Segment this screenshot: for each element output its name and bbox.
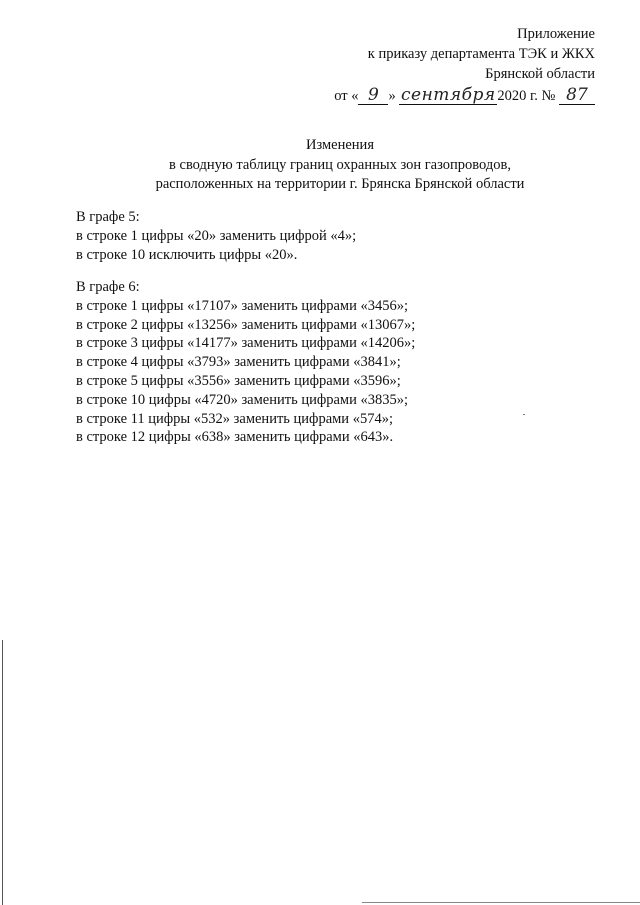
section-heading: В графе 6: [76, 279, 140, 295]
handwritten-month: сентября [401, 85, 496, 105]
change-item: в строке 1 цифры «17107» заменить цифрами «3456»; [76, 297, 409, 314]
handwritten-day: 9 [358, 86, 388, 105]
scan-speck [523, 414, 525, 415]
appendix-order-ref: к приказу департамента ТЭК и ЖКХ [367, 46, 595, 62]
title-line-1: Изменения [306, 137, 374, 153]
section-heading: В графе 5: [76, 209, 140, 225]
order-year: 2020 г. № [497, 88, 556, 104]
scan-bottom-edge [362, 902, 640, 903]
handwritten-order-number: 87 [559, 86, 595, 105]
change-item: в строке 12 цифры «638» заменить цифрами «643». [76, 429, 394, 446]
title-line-3: расположенных на территории г. Брянска Брянской области [155, 176, 525, 192]
order-prefix: от « [334, 88, 359, 104]
order-quote-close: » [388, 88, 396, 104]
change-item: в строке 10 исключить цифры «20». [76, 246, 298, 263]
appendix-header [368, 24, 595, 84]
title-line-2: в сводную таблицу границ охранных зон газопроводов, [169, 156, 511, 173]
appendix-label: Приложение [517, 26, 595, 42]
document-title [0, 136, 640, 195]
change-item: в строке 5 цифры «3556» заменить цифрами «3596»; [76, 372, 401, 389]
change-item: в строке 11 цифры «532» заменить цифрами «574»; [76, 410, 393, 427]
change-item: в строке 2 цифры «13256» заменить цифрами «13067»; [76, 316, 416, 333]
section-column-5 [76, 208, 356, 264]
order-date-line [334, 86, 595, 106]
change-item: в строке 3 цифры «14177» заменить цифрами «14206»; [76, 335, 416, 352]
change-item: в строке 1 цифры «20» заменить цифрой «4»; [76, 227, 357, 244]
appendix-region: Брянской области [485, 66, 595, 82]
change-item: в строке 10 цифры «4720» заменить цифрами «3835»; [76, 391, 409, 408]
scan-margin-line [2, 640, 3, 905]
section-column-6 [76, 278, 415, 447]
change-item: в строке 4 цифры «3793» заменить цифрами «3841»; [76, 354, 401, 371]
